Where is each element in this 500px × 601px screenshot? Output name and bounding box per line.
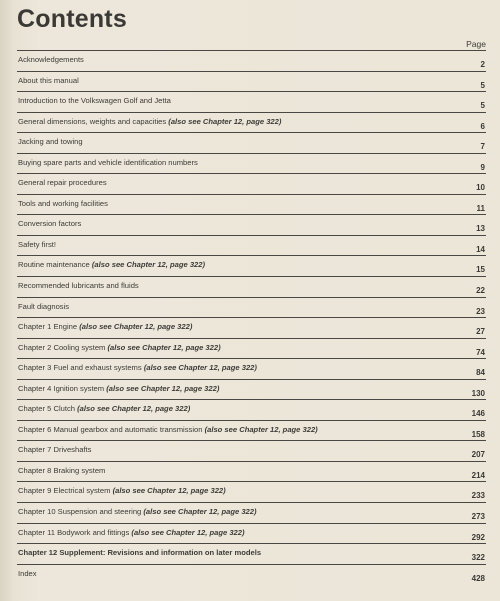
toc-page-number: 84: [476, 368, 485, 378]
toc-entry-label: Chapter 9 Electrical system: [18, 486, 111, 496]
toc-entry-title: [18, 240, 56, 249]
toc-entry-label: Chapter 7 Driveshafts: [18, 445, 92, 455]
toc-entry[interactable]: [17, 379, 486, 400]
toc-entry[interactable]: [17, 297, 486, 318]
toc-entry-label: Chapter 5 Clutch: [18, 404, 75, 414]
toc-page-number: 158: [471, 429, 485, 439]
toc-entry-title: [18, 445, 91, 454]
toc-entry[interactable]: [17, 173, 486, 194]
toc-entry[interactable]: [17, 481, 486, 502]
toc-page-number: 6: [480, 121, 485, 131]
toc-entry-title: [18, 55, 84, 64]
toc-entry[interactable]: [17, 276, 486, 297]
toc-entry-title: [18, 137, 83, 146]
toc-entry-label: Safety first!: [18, 239, 56, 249]
toc-entry[interactable]: [17, 420, 486, 441]
toc-entry[interactable]: [17, 91, 486, 112]
toc-entry[interactable]: [17, 255, 486, 276]
toc-page-number: 14: [476, 244, 485, 254]
toc-entry-title: [18, 76, 79, 85]
toc-page-number: 7: [480, 142, 485, 152]
toc-page-number: 5: [480, 80, 485, 90]
toc-entry-note: (also see Chapter 12, page 322): [143, 507, 257, 517]
toc-entry-title: [18, 343, 221, 352]
toc-page-number: 22: [476, 286, 485, 296]
toc-entry[interactable]: [17, 543, 486, 564]
toc-page-number: 214: [471, 470, 485, 480]
toc-entry-label: Chapter 10 Suspension and steering: [18, 507, 142, 517]
toc-entry-title: [18, 199, 108, 208]
table-of-contents: [17, 50, 486, 584]
toc-entry-note: (also see Chapter 12, page 322): [91, 260, 206, 270]
toc-entry-title: [18, 302, 69, 311]
toc-entry-label: Fault diagnosis: [18, 301, 70, 311]
toc-entry[interactable]: [17, 502, 486, 523]
toc-entry-note: (also see Chapter 12, page 322): [143, 363, 257, 373]
toc-entry[interactable]: [17, 461, 486, 482]
toc-entry-label: Chapter 4 Ignition system: [18, 383, 105, 393]
toc-page-number: 2: [480, 60, 485, 69]
toc-entry[interactable]: [17, 71, 486, 92]
toc-entry-note: (also see Chapter 12, page 322): [79, 322, 193, 332]
toc-entry-label: Chapter 8 Braking system: [18, 465, 106, 475]
toc-entry-note: (also see Chapter 12, page 322): [77, 404, 191, 414]
toc-entry-label: General dimensions, weights and capacities: [18, 116, 167, 126]
toc-entry-label: Tools and working facilities: [18, 198, 108, 208]
toc-entry-title: [18, 384, 219, 393]
toc-entry[interactable]: [17, 194, 486, 215]
toc-page-number: 428: [471, 573, 485, 583]
toc-entry-title: [18, 548, 261, 557]
toc-entry-title: [18, 528, 245, 537]
toc-page-number: 13: [476, 224, 485, 234]
toc-entry[interactable]: [17, 564, 486, 585]
toc-page-number: 11: [476, 203, 485, 213]
toc-entry[interactable]: [17, 214, 486, 235]
toc-entry-note: (also see Chapter 12, page 322): [107, 342, 221, 352]
toc-entry[interactable]: [17, 50, 486, 71]
toc-entry-title: [18, 281, 139, 290]
toc-entry-title: [18, 158, 198, 167]
toc-entry-note: (also see Chapter 12, page 322): [131, 527, 245, 537]
toc-page-number: 233: [471, 491, 485, 501]
toc-entry-label: Introduction to the Volkswagen Golf and Jetta: [18, 96, 171, 106]
toc-page-number: 5: [480, 101, 485, 111]
toc-page-number: 9: [480, 162, 485, 172]
toc-entry-label: Jacking and towing: [18, 137, 83, 147]
toc-entry-label: General repair procedures: [18, 178, 107, 188]
toc-entry-title: [18, 260, 205, 269]
toc-entry-title: [18, 322, 192, 331]
toc-entry-label: Chapter 3 Fuel and exhaust systems: [18, 363, 142, 373]
toc-page-number: 273: [471, 512, 485, 522]
toc-entry-label: Buying spare parts and vehicle identification numbers: [18, 157, 198, 167]
toc-page-number: 322: [471, 553, 485, 563]
toc-page-number: 27: [476, 327, 485, 337]
toc-entry-label: Routine maintenance: [18, 260, 90, 270]
toc-entry-note: (also see Chapter 12, page 322): [112, 486, 226, 496]
toc-entry-title: [18, 569, 37, 578]
toc-entry-note: (also see Chapter 12, page 322): [106, 383, 220, 393]
toc-page-number: 15: [476, 265, 485, 275]
toc-entry-title: [18, 117, 281, 126]
toc-page-number: 74: [476, 347, 485, 357]
toc-entry[interactable]: [17, 338, 486, 359]
toc-entry-label: Chapter 12 Supplement: Revisions and information on later models: [18, 548, 262, 558]
toc-entry-title: [18, 425, 318, 434]
toc-page-number: 292: [471, 532, 485, 542]
toc-page-number: 130: [471, 388, 485, 398]
toc-entry-title: [18, 363, 257, 372]
toc-entry-title: [18, 178, 107, 187]
toc-entry[interactable]: [17, 523, 486, 544]
page-title: Contents: [17, 5, 127, 33]
toc-page-number: 146: [471, 409, 485, 419]
toc-entry[interactable]: [17, 399, 486, 420]
toc-entry-note: (also see Chapter 12, page 322): [168, 116, 282, 126]
toc-entry[interactable]: [17, 235, 486, 256]
toc-entry[interactable]: [17, 153, 486, 174]
toc-entry-label: About this manual: [18, 75, 79, 85]
toc-entry-label: Recommended lubricants and fluids: [18, 281, 139, 291]
toc-entry-title: [18, 404, 190, 413]
toc-page-number: 207: [471, 450, 485, 460]
toc-entry-title: [18, 466, 105, 475]
toc-entry[interactable]: [17, 132, 486, 153]
page-column-header: Page: [466, 39, 486, 49]
toc-entry-label: Index: [18, 568, 37, 578]
toc-entry[interactable]: [17, 112, 486, 133]
toc-entry-title: [18, 486, 226, 495]
toc-page-number: 10: [476, 183, 485, 193]
toc-entry[interactable]: [17, 358, 486, 379]
toc-entry-label: Chapter 1 Engine: [18, 322, 78, 332]
toc-page-number: 23: [476, 306, 485, 316]
toc-entry-label: Chapter 2 Cooling system: [18, 342, 106, 352]
toc-entry-label: Chapter 11 Bodywork and fittings: [18, 527, 130, 537]
toc-entry-label: Acknowledgements: [18, 55, 84, 64]
toc-entry-label: Conversion factors: [18, 219, 82, 229]
toc-entry[interactable]: [17, 440, 486, 461]
toc-entry-note: (also see Chapter 12, page 322): [204, 424, 318, 434]
toc-entry-label: Chapter 6 Manual gearbox and automatic transmission: [18, 424, 203, 434]
toc-entry-title: [18, 219, 81, 228]
toc-entry[interactable]: [17, 317, 486, 338]
toc-entry-title: [18, 507, 257, 516]
toc-entry-title: [18, 96, 171, 105]
